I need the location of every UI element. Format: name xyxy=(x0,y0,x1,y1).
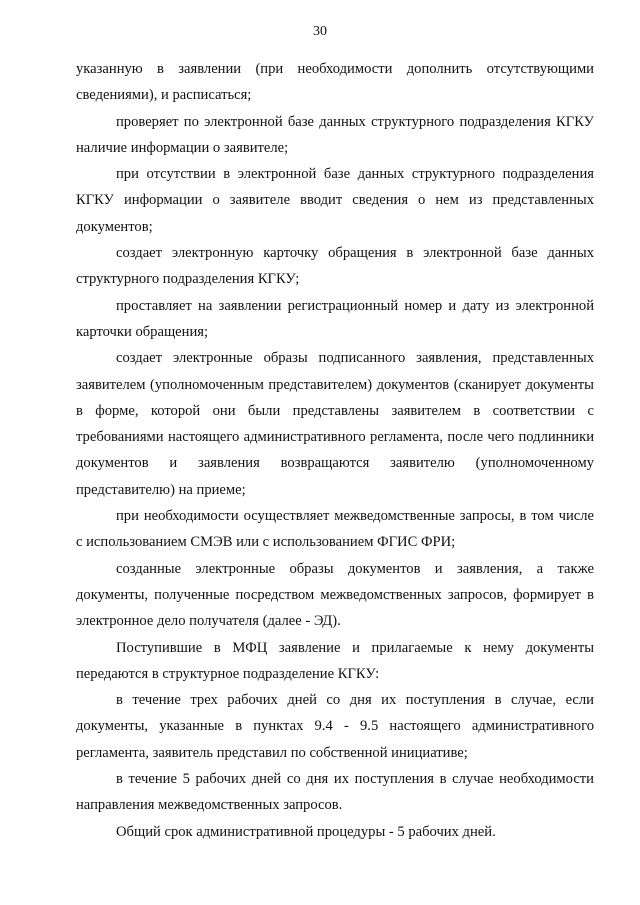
paragraph-continuation: указанную в заявлении (при необходимости дополнить отсутствующими сведениями), и расписаться; xyxy=(76,61,594,104)
paragraph: в течение 5 рабочих дней со дня их поступления в случае необходимости направления межведомственных запросов. xyxy=(76,771,594,814)
paragraph: созданные электронные образы документов и заявления, а также документы, полученные посредством межведомственных запросов, формирует в электронное дело получателя (далее - ЭД). xyxy=(76,560,594,630)
paragraph: проверяет по электронной базе данных структурного подразделения КГКУ наличие информации о заявителе; xyxy=(76,113,594,156)
paragraph: Общий срок административной процедуры - 5 рабочих дней. xyxy=(116,823,496,840)
paragraph: создает электронные образы подписанного заявления, представленных заявителем (уполномоченным представителем) документов (сканирует документы в форме, которой они были представлены заявителем в соответствии с требованиями настоящего административного регламента, после чего подлинники документов и заявления возвращаются заявителю (уполномоченному представителю) на приеме; xyxy=(76,350,594,498)
paragraph: Поступившие в МФЦ заявление и прилагаемые к нему документы передаются в структурное подразделение КГКУ: xyxy=(76,639,594,682)
paragraph: проставляет на заявлении регистрационный номер и дату из электронной карточки обращения; xyxy=(76,297,594,340)
paragraph: при отсутствии в электронной базе данных структурного подразделения КГКУ информации о заявителе вводит сведения о нем из представленных документов; xyxy=(76,166,594,235)
paragraph: при необходимости осуществляет межведомственные запросы, в том числе с использованием СМЭВ или с использованием ФГИС ФРИ; xyxy=(76,508,594,551)
page-number: 30 xyxy=(313,24,327,39)
document-body xyxy=(76,56,594,845)
paragraph: в течение трех рабочих дней со дня их поступления в случае, если документы, указанные в пунктах 9.4 - 9.5 настоящего административного регламента, заявитель представил по собственной инициативе; xyxy=(76,692,594,761)
paragraph: создает электронную карточку обращения в электронной базе данных структурного подразделения КГКУ; xyxy=(76,245,594,288)
